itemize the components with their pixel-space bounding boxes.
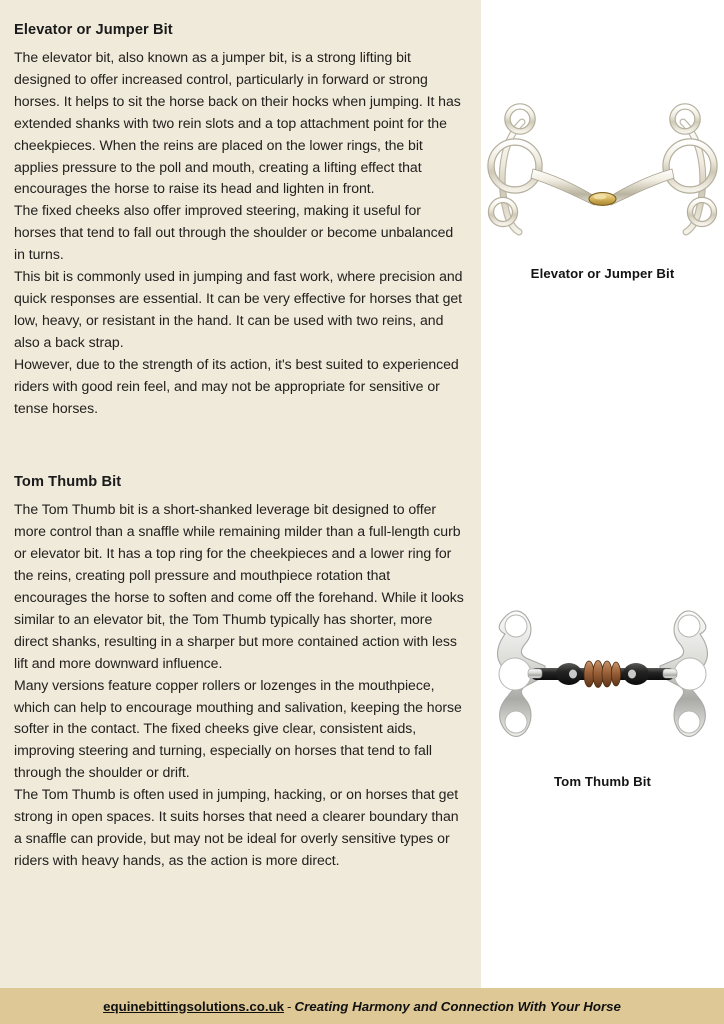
paragraph: The Tom Thumb bit is a short-shanked leverage bit designed to offer more control than a snaffle while remaining milder than a full-length curb or elevator bit. It has a top ring for the cheekpieces and a lower ring for the reins, creating poll pressure and mouthpiece rotation that encourages the horse to soften and come off the forehand. While it looks similar to an elevator bit, the Tom Thumb typically has shorter, more direct shanks, resulting in a sharper but more contained action with less lift and more downward influence. [14, 501, 464, 671]
figure-elevator-bit [481, 96, 724, 281]
footer-tagline: Creating Harmony and Connection With Your Horse [294, 998, 621, 1014]
section-body-elevator [14, 47, 465, 419]
paragraph: Many versions feature copper rollers or lozenges in the mouthpiece, which can help to encourage mouthing and salivation, keeping the horse softer in the contact. The fixed cheeks give clear, consistent aids, improving steering and turning, especially on horses that tend to fall through the shoulder or drift. [14, 676, 462, 781]
footer-band [0, 988, 724, 1024]
image-column [481, 0, 724, 988]
footer-website-link[interactable]: equinebittingsolutions.co.uk [103, 998, 285, 1014]
paragraph: The elevator bit, also known as a jumper bit, is a strong lifting bit designed to offer increased control, particularly in forward or strong horses. It helps to sit the horse back on their hocks when jumping. It has extended shanks with two rein slots and a top attachment point for the cheekpieces. When the reins are placed on the lower rings, the bit applies pressure to the poll and mouth, creating a lifting effect that encourages the horse to raise its head and lighten in front. [14, 49, 461, 197]
figure-caption-tom-thumb: Tom Thumb Bit [553, 774, 651, 789]
paragraph: The fixed cheeks also offer improved steering, making it useful for horses that tend to fall out through the shoulder or become unbalanced in turns. [14, 202, 454, 263]
paragraph: The Tom Thumb is often used in jumping, hacking, or on horses that get strong in open spaces. It suits horses that need a clearer boundary than a snaffle can provide, but may not be ideal for overly sensitive types or riders with heavy hands, as the action is more direct. [14, 786, 459, 868]
footer-separator: - [287, 998, 292, 1014]
section-body-tom-thumb [14, 499, 465, 871]
footer-text [0, 988, 724, 1024]
figure-caption-elevator: Elevator or Jumper Bit [530, 266, 675, 281]
elevator-bit-photo-icon [481, 96, 724, 254]
section-tom-thumb-bit [14, 474, 465, 871]
figure-tom-thumb-bit [481, 604, 724, 789]
section-elevator-bit [14, 22, 465, 419]
paragraph: However, due to the strength of its action, it's best suited to experienced riders with good rein feel, and may not be appropriate for sensitive or tense horses. [14, 355, 459, 416]
section-spacer [14, 419, 465, 474]
section-heading-elevator: Elevator or Jumper Bit [14, 22, 173, 38]
tom-thumb-bit-photo-icon [481, 604, 724, 762]
section-heading-tom-thumb: Tom Thumb Bit [14, 474, 122, 491]
paragraph: This bit is commonly used in jumping and fast work, where precision and quick responses are essential. It can be very effective for horses that get low, heavy, or resistant in the hand. It can be used with two reins, and also a back strap. [14, 268, 463, 350]
